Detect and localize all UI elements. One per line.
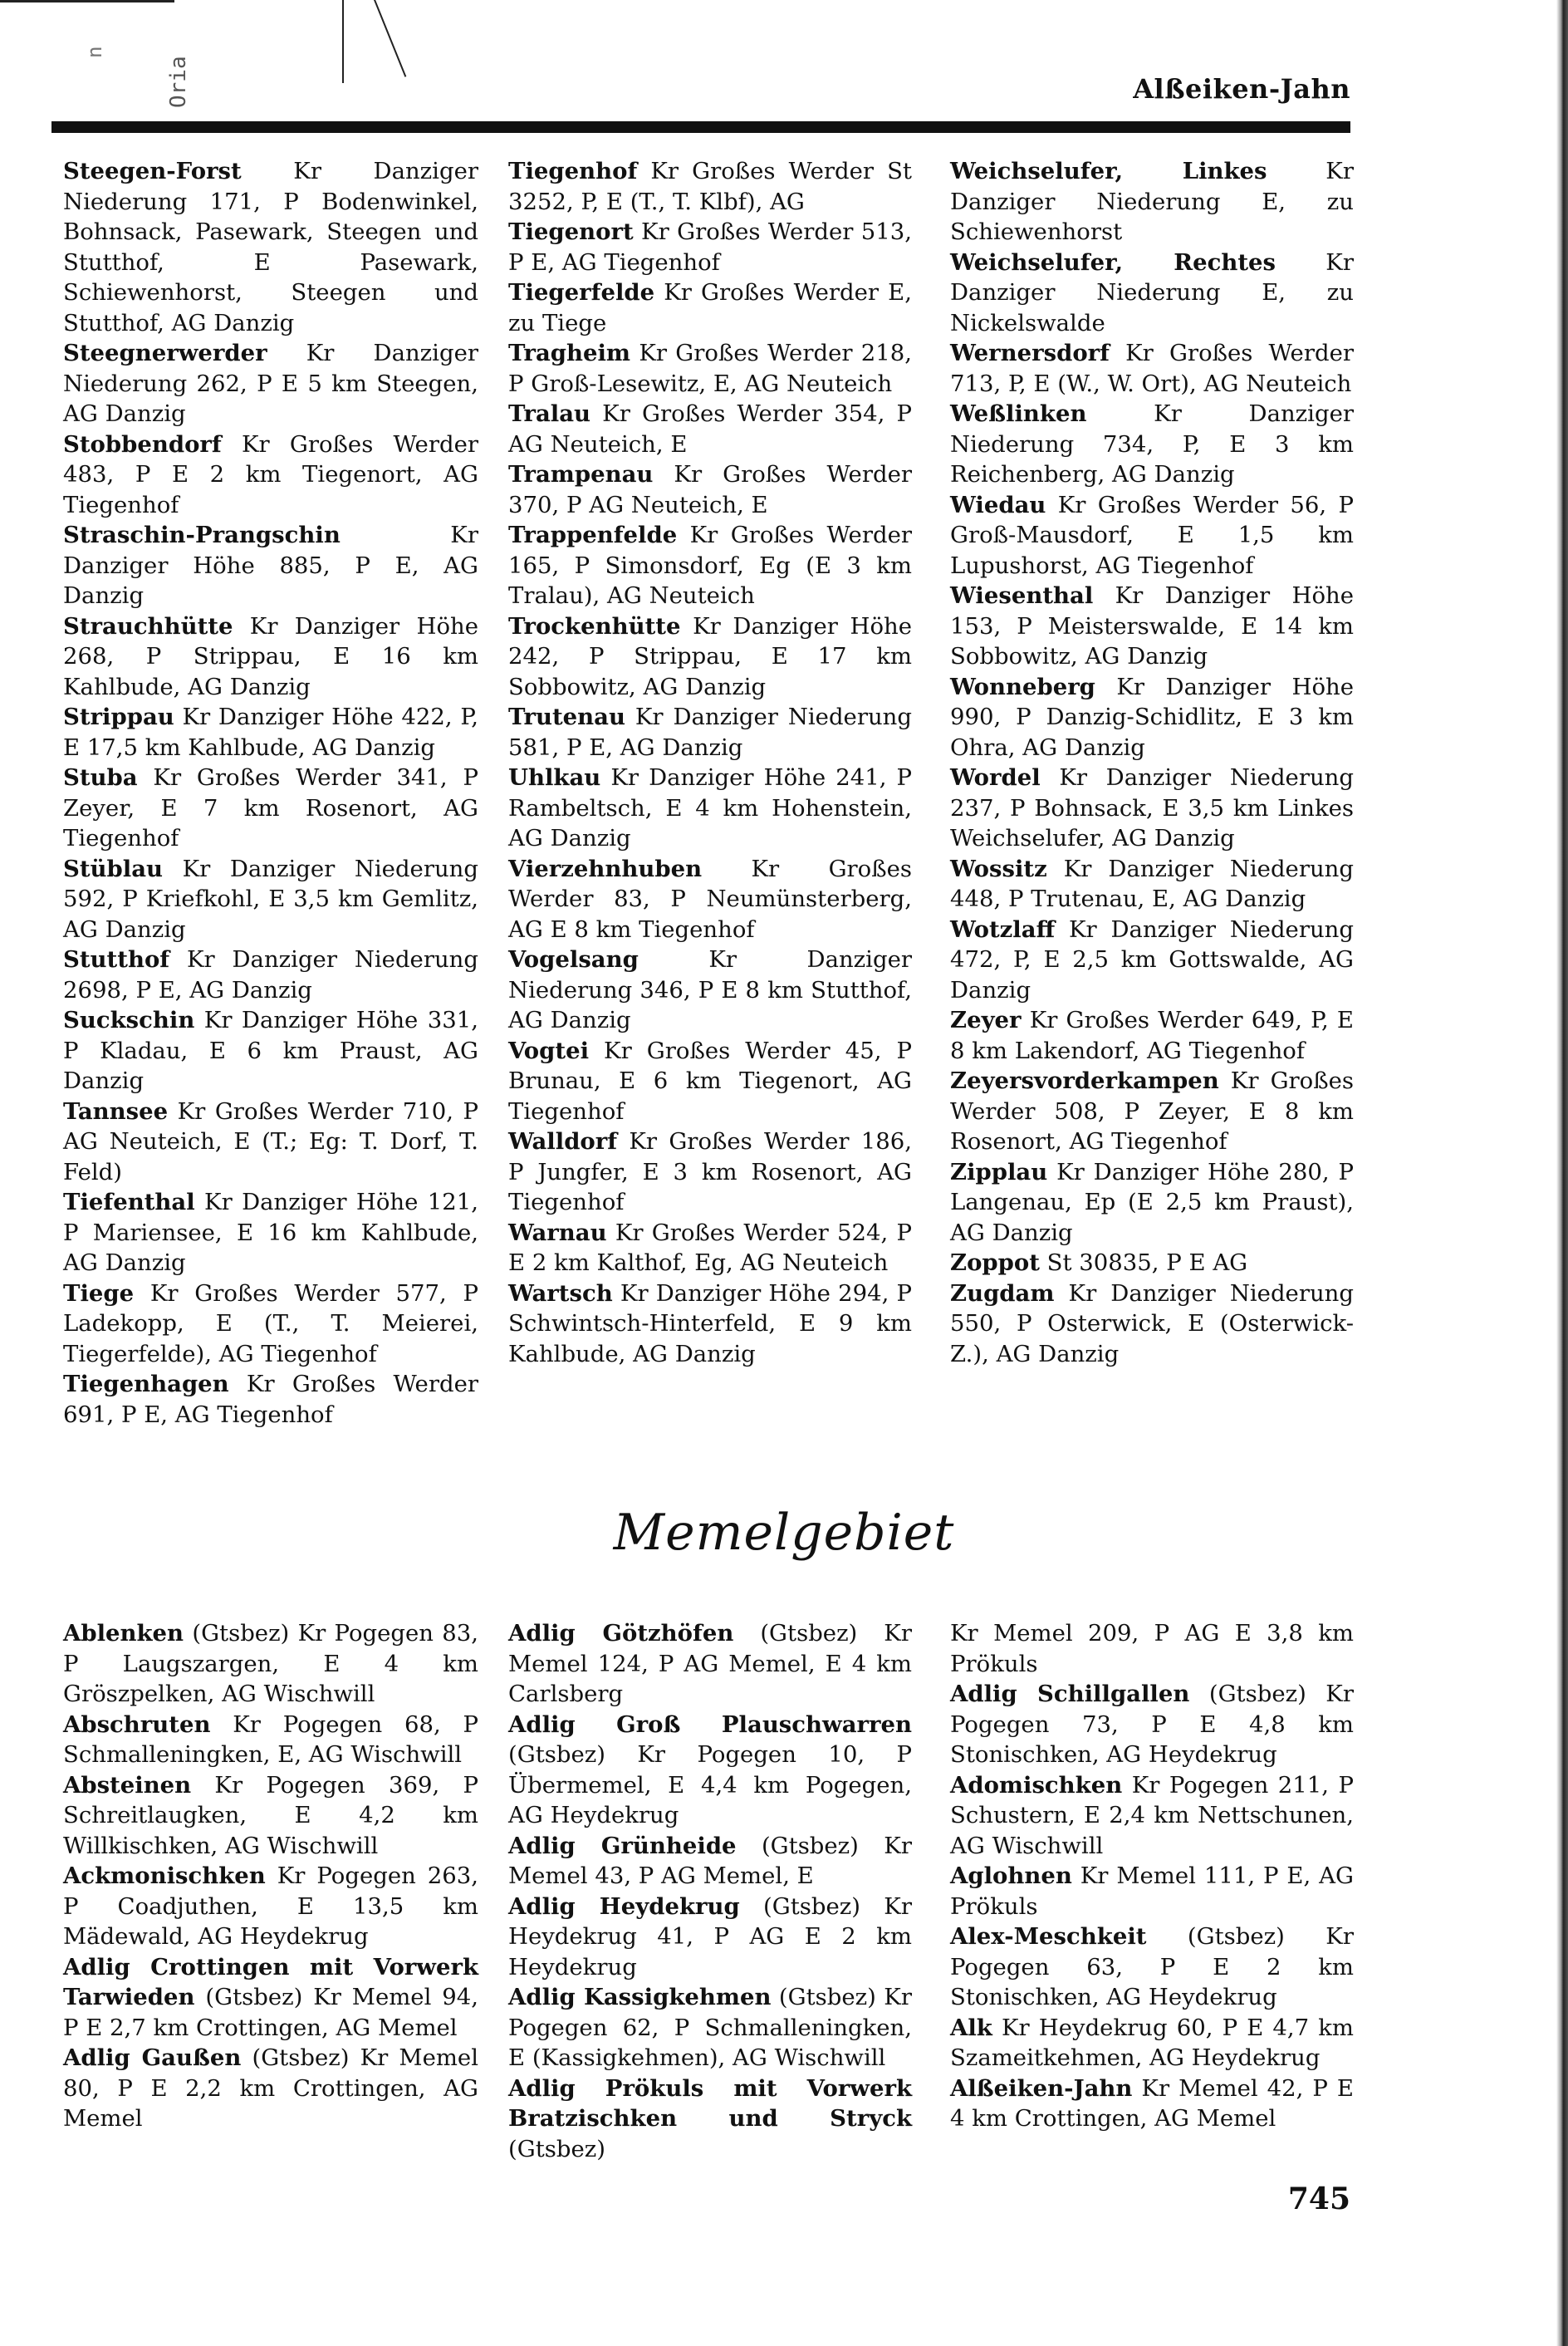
entry-details: Kr Großes Werder St 3252, P, E (T., T. Klbf), AG: [508, 158, 912, 215]
page-number: 745: [1287, 2182, 1350, 2216]
scan-margin-text-2: n: [83, 46, 106, 58]
entry-place-name: Stüblau: [63, 855, 164, 882]
entry-details: Kr Pogegen 211, P Schustern, E 2,4 km Nettschunen, AG Wischwill: [950, 1771, 1354, 1859]
gazetteer-entry: [508, 1036, 912, 1127]
entry-place-name: Vogtei: [508, 1037, 590, 1064]
entry-place-name: Adlig Schillgallen: [950, 1681, 1190, 1707]
entry-details: (Gtsbez) Kr Memel 80, P E 2,2 km Crottingen, AG Memel: [63, 2044, 478, 2132]
entry-details: Kr Heydekrug 60, P E 4,7 km Szameitkehmen, AG Heydekrug: [950, 2014, 1354, 2071]
gazetteer-entry: [508, 277, 912, 338]
gazetteer-entry: [63, 2043, 478, 2134]
entry-place-name: Adlig Götzhöfen: [508, 1620, 734, 1647]
memel-column-2: [508, 1618, 912, 2164]
entry-place-name: Adlig Prökuls mit Vorwerk Bratzischken und Stryck: [508, 2074, 912, 2132]
entry-place-name: Strauchhütte: [63, 612, 233, 640]
gazetteer-entry: [63, 1369, 478, 1430]
entry-details: (Gtsbez) Kr Memel 124, P AG Memel, E 4 km Carlsberg: [508, 1620, 912, 1707]
entry-details: Kr Memel 42, P E 4 km Crottingen, AG Memel: [950, 2074, 1354, 2132]
entry-place-name: Strippau: [63, 704, 174, 730]
entry-place-name: Zeyer: [950, 1007, 1022, 1033]
entry-place-name: Alßeiken-Jahn: [950, 2074, 1133, 2102]
entry-place-name: Adlig Kassigkehmen: [508, 1984, 772, 2010]
entry-place-name: Trappenfelde: [508, 522, 678, 548]
gazetteer-entry: [950, 1248, 1354, 1279]
gazetteer-entry: [508, 1218, 912, 1279]
entry-place-name: Stutthof: [63, 946, 170, 973]
entry-details: Kr Danziger Niederung 550, P Osterwick, E (Osterwick-Z.), AG Danzig: [950, 1279, 1354, 1367]
entry-details: Kr Danziger Höhe 268, P Strippau, E 16 km Kahlbude, AG Danzig: [63, 612, 478, 700]
gazetteer-entry: [508, 611, 912, 703]
gazetteer-entry: [950, 490, 1354, 582]
entry-place-name: Weichselufer, Linkes: [950, 158, 1267, 184]
entry-details: Kr Großes Werder 483, P E 2 km Tiegenort, AG Tiegenhof: [63, 430, 478, 518]
gazetteer-entry: [950, 1066, 1354, 1157]
entry-details: Kr Großes Werder 186, P Jungfer, E 3 km Rosenort, AG Tiegenhof: [508, 1128, 912, 1215]
entry-place-name: Zugdam: [950, 1279, 1055, 1307]
entry-place-name: Tiegenort: [508, 218, 634, 245]
gazetteer-entry: [950, 2013, 1354, 2074]
entry-details: Kr Großes Werder 341, P Zeyer, E 7 km Rosenort, AG Tiegenhof: [63, 764, 478, 852]
gazetteer-entry: [950, 1005, 1354, 1066]
entry-details: Kr Pogegen 369, P Schreitlaugken, E 4,2 km Willkischken, AG Wischwill: [63, 1771, 478, 1859]
entry-place-name: Tiefenthal: [63, 1189, 195, 1215]
entry-details: Kr Großes Werder E, zu Tiege: [508, 279, 912, 336]
entry-details: Kr Danziger Niederung 262, P E 5 km Steegen, AG Danzig: [63, 340, 478, 427]
gazetteer-entry: [950, 1157, 1354, 1249]
scan-edge-artifact: [0, 0, 174, 2]
gazetteer-entry: [950, 1279, 1354, 1370]
running-head: Alßeiken-Jahn: [1133, 73, 1350, 105]
gazetteer-entry: [950, 672, 1354, 763]
section-title-memelgebiet: Memelgebiet: [613, 1504, 955, 1562]
entry-place-name: Zeyersvorderkampen: [950, 1067, 1219, 1094]
entry-place-name: Uhlkau: [508, 764, 601, 791]
entry-details: Kr Danziger Niederung 237, P Bohnsack, E 3,5 km Linkes Weichselufer, AG Danzig: [950, 764, 1354, 852]
entry-details: Kr Danziger Niederung 2698, P E, AG Danzig: [63, 946, 478, 1004]
entry-place-name: Wiesenthal: [950, 582, 1094, 609]
gazetteer-entry: [508, 156, 912, 217]
entry-details: Kr Großes Werder 524, P E 2 km Kalthof, Eg, AG Neuteich: [508, 1219, 912, 1276]
entry-place-name: Wartsch: [508, 1279, 613, 1307]
entry-details: Kr Danziger Höhe 121, P Mariensee, E 16 km Kahlbude, AG Danzig: [63, 1189, 478, 1276]
danzig-column-3: [950, 156, 1354, 1369]
entry-details: (Gtsbez) Kr Pogegen 83, P Laugszargen, E 4 km Gröszpelken, AG Wischwill: [63, 1620, 478, 1707]
entry-details: Kr Großes Werder 508, P Zeyer, E 8 km Rosenort, AG Tiegenhof: [950, 1067, 1354, 1155]
entry-details: Kr Pogegen 263, P Coadjuthen, E 13,5 km Mädewald, AG Heydekrug: [63, 1863, 478, 1950]
gazetteer-entry: [508, 945, 912, 1036]
entry-details: Kr Memel 111, P E, AG Prökuls: [950, 1863, 1354, 1920]
entry-place-name: Adlig Crottingen mit Vorwerk Tarwieden: [63, 1953, 478, 2010]
scan-diagonal-artifact: [374, 0, 406, 77]
gazetteer-entry: [508, 1710, 912, 1831]
entry-details: Kr Danziger Niederung 581, P E, AG Danzig: [508, 704, 912, 761]
gazetteer-entry: [508, 1831, 912, 1892]
entry-place-name: Wordel: [950, 764, 1041, 791]
entry-details: (Gtsbez) Kr Pogegen 73, P E 4,8 km Stonischken, AG Heydekrug: [950, 1681, 1354, 1768]
gazetteer-entry: [63, 945, 478, 1005]
scan-margin-text: Oria: [166, 56, 191, 108]
entry-details: Kr Danziger Niederung 171, P Bodenwinkel, Bohnsack, Pasewark, Steegen und Stutthof, E Pasewark, Schiewenhorst, Steegen und Stutthof, AG Danzig: [63, 158, 478, 336]
gazetteer-entry: [63, 156, 478, 338]
danzig-column-1: [63, 156, 478, 1430]
gazetteer-entry: [63, 1710, 478, 1770]
gazetteer-entry: [950, 1770, 1354, 1862]
gazetteer-entry: [950, 763, 1354, 854]
entry-details: Kr Großes Werder 45, P Brunau, E 6 km Tiegenort, AG Tiegenhof: [508, 1037, 912, 1125]
gazetteer-entry: [63, 611, 478, 703]
entry-details: Kr Danziger Niederung E, zu Schiewenhorst: [950, 158, 1355, 245]
entry-details: Kr Memel 209, P AG E 3,8 km Prökuls: [950, 1620, 1354, 1677]
entry-place-name: Straschin-Prangschin: [63, 522, 341, 548]
gazetteer-entry: [950, 1921, 1354, 2013]
gazetteer-entry: [508, 1618, 912, 1710]
entry-place-name: Tannsee: [63, 1097, 169, 1125]
entry-details: Kr Großes Werder 577, P Ladekopp, E (T., T. Meierei, Tiegerfelde), AG Tiegenhof: [63, 1279, 478, 1367]
entry-place-name: Adomischken: [950, 1771, 1123, 1799]
entry-place-name: Weßlinken: [950, 400, 1087, 427]
gazetteer-entry: [63, 520, 478, 611]
gazetteer-entry: [63, 338, 478, 429]
entry-details: Kr Danziger Höhe 153, P Meisterswalde, E 14 km Sobbowitz, AG Danzig: [950, 582, 1354, 670]
entry-place-name: Stuba: [63, 764, 138, 791]
entry-details: (Gtsbez) Kr Pogegen 63, P E 2 km Stonischken, AG Heydekrug: [950, 1923, 1354, 2010]
gazetteer-entry: [950, 1861, 1354, 1921]
gazetteer-entry: [63, 1618, 478, 1710]
entry-details: Kr Großes Werder 513, P E, AG Tiegenhof: [508, 218, 912, 276]
entry-details: Kr Großes Werder 713, P, E (W., W. Ort), AG Neuteich: [950, 340, 1354, 397]
entry-details: Kr Danziger Niederung 592, P Kriefkohl, E 3,5 km Gemlitz, AG Danzig: [63, 855, 478, 943]
gazetteer-entry: [950, 248, 1354, 339]
entry-place-name: Trampenau: [508, 461, 654, 488]
entry-details: (Gtsbez) Kr Pogegen 10, P Übermemel, E 4,4 km Pogegen, AG Heydekrug: [508, 1741, 912, 1828]
gazetteer-entry: [950, 581, 1354, 672]
gazetteer-entry: [63, 854, 478, 945]
gazetteer-entry: [63, 702, 478, 763]
entry-details: Kr Danziger Höhe 242, P Strippau, E 17 km Sobbowitz, AG Danzig: [508, 612, 912, 700]
gazetteer-entry: [950, 399, 1354, 490]
entry-place-name: Wotzlaff: [950, 915, 1056, 943]
entry-place-name: Adlig Heydekrug: [508, 1892, 740, 1920]
gazetteer-entry: [950, 1679, 1354, 1770]
entry-details: (Gtsbez): [508, 2135, 605, 2162]
entry-place-name: Adlig Groß Plauschwarren: [508, 1710, 912, 1738]
gazetteer-entry: [63, 1861, 478, 1952]
entry-place-name: Wernersdorf: [950, 340, 1110, 366]
gazetteer-entry: [508, 2074, 912, 2165]
entry-details: Kr Großes Werder 691, P E, AG Tiegenhof: [63, 1371, 478, 1428]
gazetteer-entry: [950, 338, 1354, 399]
entry-details: (Gtsbez) Kr Pogegen 62, P Schmalleningken, E (Kassigkehmen), AG Wischwill: [508, 1984, 912, 2071]
entry-details: Kr Danziger Niederung 734, P, E 3 km Reichenberg, AG Danzig: [950, 400, 1354, 488]
entry-place-name: Zipplau: [950, 1158, 1048, 1185]
gazetteer-entry: [508, 520, 912, 611]
entry-place-name: Wossitz: [950, 855, 1047, 882]
entry-place-name: Weichselufer, Rechtes: [950, 248, 1276, 276]
gazetteer-entry: [63, 1279, 478, 1370]
gazetteer-entry: [508, 763, 912, 854]
entry-place-name: Adlig Grünheide: [508, 1832, 737, 1859]
entry-place-name: Tiegerfelde: [508, 279, 655, 306]
gazetteer-entry: [508, 702, 912, 763]
gazetteer-entry: [63, 1187, 478, 1279]
gazetteer-entry: [63, 429, 478, 521]
entry-place-name: Suckschin: [63, 1007, 195, 1033]
entry-details: Kr Großes Werder 165, P Simonsdorf, Eg (E 3 km Tralau), AG Neuteich: [508, 522, 912, 609]
memel-column-1: [63, 1618, 478, 2134]
entry-place-name: Aglohnen: [950, 1863, 1072, 1889]
gazetteer-entry: [508, 217, 912, 277]
entry-details: Kr Großes Werder 83, P Neumünsterberg, AG E 8 km Tiegenhof: [508, 855, 912, 943]
gazetteer-entry: [508, 854, 912, 945]
entry-details: Kr Großes Werder 354, P AG Neuteich, E: [508, 400, 912, 458]
entry-place-name: Ablenken: [63, 1620, 184, 1647]
entry-place-name: Vierzehnhuben: [508, 855, 703, 882]
entry-details: Kr Großes Werder 370, P AG Neuteich, E: [508, 461, 912, 518]
entry-place-name: Abschruten: [63, 1710, 211, 1738]
gazetteer-entry: [63, 1005, 478, 1097]
gazetteer-entry: [950, 156, 1354, 248]
gazetteer-entry: [950, 2074, 1354, 2134]
memel-column-3: [950, 1618, 1354, 2134]
entry-place-name: Tiegenhagen: [63, 1371, 229, 1397]
entry-details: Kr Danziger Niederung 448, P Trutenau, E, AG Danzig: [950, 855, 1354, 912]
entry-place-name: Zoppot: [950, 1249, 1040, 1276]
entry-details: (Gtsbez) Kr Memel 43, P AG Memel, E: [508, 1832, 912, 1889]
gazetteer-entry: [508, 1126, 912, 1218]
header-rule: [51, 121, 1350, 133]
gazetteer-entry: [508, 1892, 912, 1983]
entry-details: Kr Danziger Niederung 346, P E 8 km Stutthof, AG Danzig: [508, 946, 912, 1033]
entry-details: Kr Danziger Höhe 990, P Danzig-Schidlitz, E 3 km Ohra, AG Danzig: [950, 673, 1354, 761]
entry-details: Kr Danziger Höhe 294, P Schwintsch-Hinterfeld, E 9 km Kahlbude, AG Danzig: [508, 1279, 912, 1367]
entry-details: St 30835, P E AG: [1039, 1249, 1248, 1276]
entry-place-name: Tralau: [508, 400, 591, 427]
entry-details: (Gtsbez) Kr Memel 94, P E 2,7 km Crottingen, AG Memel: [63, 1984, 478, 2041]
entry-place-name: Stobbendorf: [63, 430, 222, 458]
entry-details: Kr Danziger Niederung E, zu Nickelswalde: [950, 248, 1354, 336]
entry-details: Kr Großes Werder 710, P AG Neuteich, E (T.; Eg: T. Dorf, T. Feld): [63, 1097, 478, 1185]
scan-line-artifact: [342, 0, 344, 83]
entry-place-name: Warnau: [508, 1219, 607, 1246]
entry-place-name: Ackmonischken: [63, 1863, 266, 1889]
gazetteer-entry: [508, 338, 912, 399]
entry-details: Kr Danziger Höhe 885, P E, AG Danzig: [63, 522, 478, 609]
entry-place-name: Alk: [950, 2014, 992, 2041]
entry-details: Kr Großes Werder 56, P Groß-Mausdorf, E 1,5 km Lupushorst, AG Tiegenhof: [950, 491, 1354, 579]
entry-place-name: Wiedau: [950, 491, 1046, 518]
gazetteer-entry: [63, 763, 478, 854]
entry-place-name: Tiegenhof: [508, 158, 638, 184]
page-right-edge-shadow: [1556, 0, 1568, 2346]
entry-place-name: Steegnerwerder: [63, 340, 267, 366]
entry-details: Kr Danziger Höhe 280, P Langenau, Ep (E 2,5 km Praust), AG Danzig: [950, 1158, 1354, 1246]
entry-details: Kr Großes Werder 649, P, E 8 km Lakendorf, AG Tiegenhof: [950, 1007, 1354, 1064]
entry-place-name: Walldorf: [508, 1128, 618, 1155]
gazetteer-entry: [950, 854, 1354, 915]
entry-place-name: Tiege: [63, 1279, 135, 1307]
entry-place-name: Wonneberg: [950, 673, 1095, 700]
entry-place-name: Trockenhütte: [508, 612, 681, 640]
entry-details: Kr Großes Werder 218, P Groß-Lesewitz, E, AG Neuteich: [508, 340, 912, 397]
entry-details: Kr Danziger Niederung 472, P, E 2,5 km Gottswalde, AG Danzig: [950, 915, 1354, 1004]
entry-details: Kr Pogegen 68, P Schmalleningken, E, AG Wischwill: [63, 1710, 478, 1768]
gazetteer-entry: [950, 915, 1354, 1006]
gazetteer-entry: [508, 459, 912, 520]
entry-place-name: Alex-Meschkeit: [950, 1923, 1147, 1950]
gazetteer-entry: [950, 1618, 1354, 1679]
gazetteer-entry: [508, 1279, 912, 1370]
entry-place-name: Steegen-Forst: [63, 158, 242, 184]
entry-details: (Gtsbez) Kr Heydekrug 41, P AG E 2 km Heydekrug: [508, 1892, 912, 1980]
entry-place-name: Tragheim: [508, 340, 631, 366]
entry-place-name: Trutenau: [508, 704, 625, 730]
entry-place-name: Vogelsang: [508, 946, 639, 973]
gazetteer-entry: [63, 1097, 478, 1188]
gazetteer-entry: [508, 399, 912, 459]
danzig-column-2: [508, 156, 912, 1369]
gazetteer-entry: [63, 1952, 478, 2044]
entry-place-name: Adlig Gaußen: [63, 2044, 242, 2071]
gazetteer-entry: [508, 1982, 912, 2074]
gazetteer-entry: [63, 1770, 478, 1862]
entry-details: Kr Danziger Höhe 422, P, E 17,5 km Kahlbude, AG Danzig: [63, 704, 478, 761]
entry-details: Kr Danziger Höhe 241, P Rambeltsch, E 4 km Hohenstein, AG Danzig: [508, 764, 912, 852]
entry-details: Kr Danziger Höhe 331, P Kladau, E 6 km Praust, AG Danzig: [63, 1007, 478, 1094]
entry-place-name: Absteinen: [63, 1771, 192, 1799]
